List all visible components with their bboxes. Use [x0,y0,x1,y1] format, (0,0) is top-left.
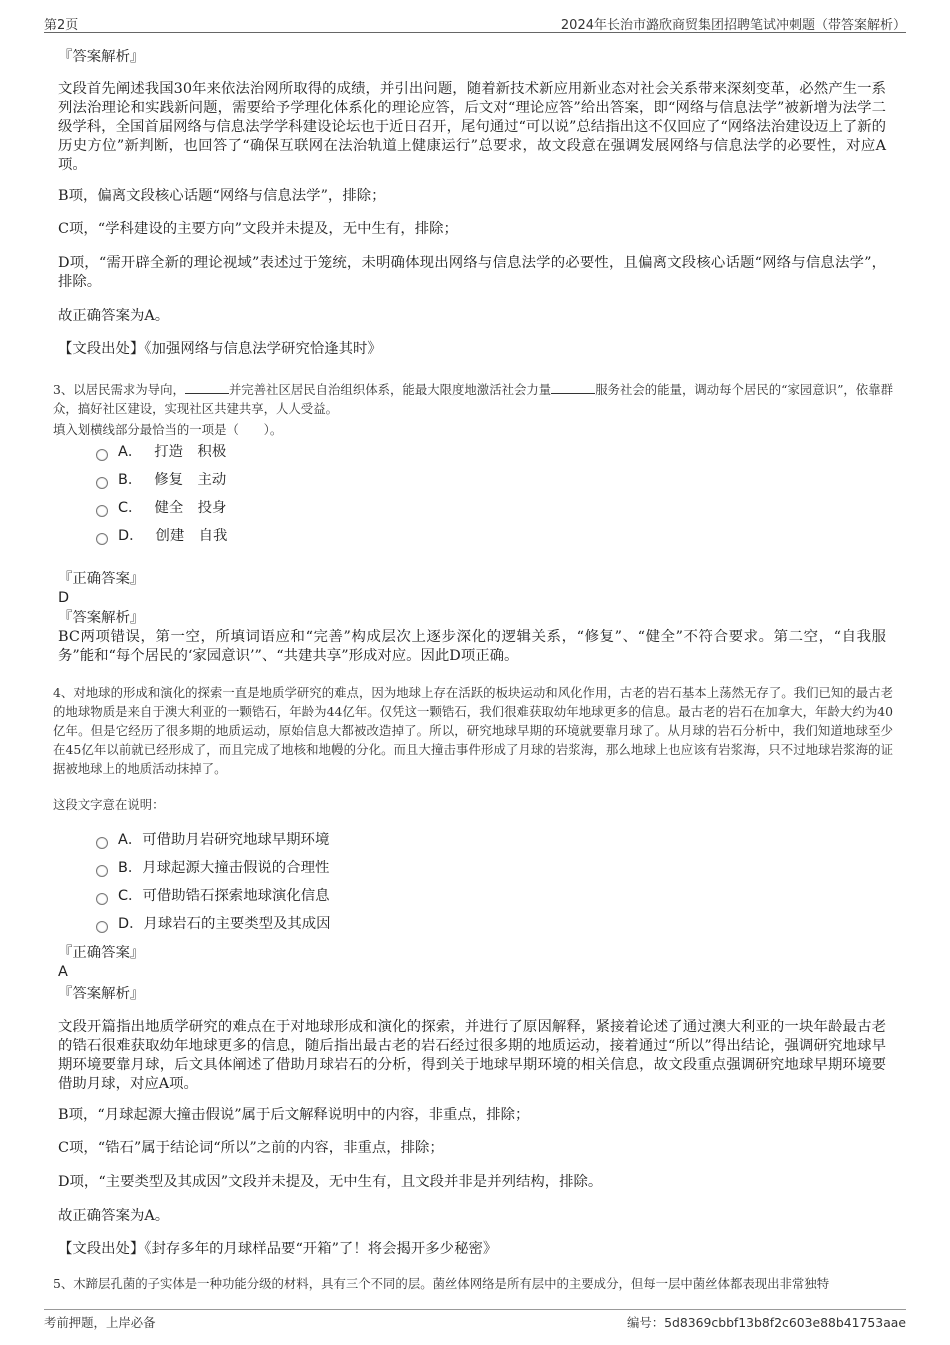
radio-icon[interactable] [96,449,108,461]
q4-correct-label: 『正确答案』 [58,945,145,961]
q4-stem: 4、对地球的形成和演化的探索一直是地质学研究的难点，因为地球上存在活跃的板块运动和风化作用，古老的岩石基本上荡然无存了。我们已知的最古老的地球物质是来自于澳大利亚的一颗锆石，年龄为44亿年。仅凭这一颗锆石，我们很难获取幼年地球更多的信息。最古老的岩石在加拿大，年龄大约为40亿年。但是它经历了很多期的地质运动，原始信息大都被改造掉了。所以，研究地球早期的环境就要靠月球了。从月球的岩石分析中，我们知道地球至少在45亿年以前就已经形成了，而且完成了地核和地幔的分化。而且大撞击事件形成了月球的岩浆海，那么地球上也应该有岩浆海，只不过地球岩浆海的证据被地球上的地质活动抹掉了。 [53,685,893,776]
q2-analysis-option-b: B项，偏离文段核心话题“网络与信息法学”，排除； [58,188,386,204]
header-divider [44,32,906,33]
q3-prompt: 填入划横线部分最恰当的一项是（ ）。 [53,422,283,437]
q2-source: 【文段出处】《加强网络与信息法学研究恰逢其时》 [58,341,382,357]
q3-blank-2 [551,381,595,394]
q4-analysis-label: 『答案解析』 [58,986,145,1002]
q4-conclusion: 故正确答案为A。 [58,1208,170,1224]
q5-stem: 5、木蹄层孔菌的子实体是一种功能分级的材料，具有三个不同的层。菌丝体网络是所有层中的主要成分，但每一层中菌丝体都表现出非常独特 [53,1276,830,1291]
q3-correct-answer: D [58,590,70,606]
radio-icon[interactable] [96,865,108,877]
q4-option-c[interactable]: C． 可借助锆石探索地球演化信息 [96,886,330,906]
q3-option-a[interactable]: A． 打造 积极 [96,442,226,462]
q3-option-d[interactable]: D． 创建 自我 [96,526,227,546]
q3-stem-part2: 并完善社区居民自治组织体系，能最大限度地激活社会力量 [228,382,552,397]
q3-stem [53,380,893,418]
q4-correct-answer: A [58,964,68,980]
q2-analysis-option-c: C项，“学科建设的主要方向”文段并未提及，无中生有，排除； [58,221,458,237]
q3-option-b[interactable]: B． 修复 主动 [96,470,226,490]
q4-option-d[interactable]: D． 月球岩石的主要类型及其成因 [96,914,331,934]
q3-analysis-label: 『答案解析』 [58,610,145,626]
radio-icon[interactable] [96,505,108,517]
q4-analysis-option-c: C项，“锆石”属于结论词“所以”之前的内容，非重点，排除； [58,1140,444,1156]
q4-option-a[interactable]: A． 可借助月岩研究地球早期环境 [96,830,329,850]
q2-analysis-option-d: D项，“需开辟全新的理论视域”表述过于笼统，未明确体现出网络与信息法学的必要性，且偏离文段核心话题“网络与信息法学”，排除。 [58,255,886,290]
q3-option-c[interactable]: C． 健全 投身 [96,498,226,518]
document-id-label: 编号： [626,1315,665,1330]
document-id-code: 5d8369cbbf13b8f2c603e88b41753aae [664,1315,906,1330]
footer-divider [44,1309,906,1310]
q2-analysis-label: 『答案解析』 [58,49,145,65]
q2-conclusion: 故正确答案为A。 [58,308,170,324]
q4-option-b[interactable]: B． 月球起源大撞击假说的合理性 [96,858,329,878]
q3-stem-part1: 3、以居民需求为导向， [53,382,185,397]
document-title: 2024年长治市潞欣商贸集团招聘笔试冲刺题（带答案解析） [560,18,906,33]
radio-icon[interactable] [96,533,108,545]
q3-blank-1 [185,381,229,394]
q3-correct-label: 『正确答案』 [58,571,145,587]
q3-stem-part3: 服务社会的能量，调动每个居民的“家园意识”，依靠群众，搞好社区建设，实现社区共建共享，人人受益。 [53,382,893,416]
radio-icon[interactable] [96,477,108,489]
footer-slogan: 考前押题，上岸必备 [44,1315,156,1330]
document-id [627,1313,906,1331]
q2-analysis-paragraph: 文段首先阐述我国30年来依法治网所取得的成绩，并引出问题，随着新技术新应用新业态对社会关系带来深刻变革，必然产生一系列法治理论和实践新问题，需要给予学理化体系化的理论应答，后文对“理论应答”给出答案，即“网络与信息法学”被新增为法学二级学科，全国首届网络与信息法学学科建设论坛也于近日召开，尾句通过“可以说”总结指出这不仅回应了“网络法治建设迈上了新的历史方位”新判断，也回答了“确保互联网在法治轨道上健康运行”总要求，故文段意在强调发展网络与信息法学的必要性，对应A项。 [58,81,886,173]
q4-prompt: 这段文字意在说明： [53,797,165,812]
radio-icon[interactable] [96,837,108,849]
q4-analysis-option-d: D项，“主要类型及其成因”文段并未提及，无中生有，且文段并非是并列结构，排除。 [58,1174,603,1190]
q3-analysis: BC两项错误，第一空，所填词语应和“完善”构成层次上逐步深化的逻辑关系，“修复”、“健全”不符合要求。第二空，“自我服务”能和“每个居民的‘家园意识’”、“共建共享”形成对应。因此D项正确。 [58,629,886,664]
q4-analysis-paragraph: 文段开篇指出地质学研究的难点在于对地球形成和演化的探索，并进行了原因解释，紧接着论述了通过澳大利亚的一块年龄最古老的锆石很难获取幼年地球更多的信息，随后指出最古老的岩石经过很多期的地质运动，接着通过“所以”得出结论，强调研究地球早期环境要靠月球，后文具体阐述了借助月球岩石的分析，得到关于地球早期环境的相关信息，故文段重点强调研究地球早期环境要借助月球，对应A项。 [58,1019,886,1092]
q4-source: 【文段出处】《封存多年的月球样品要“开箱”了！将会揭开多少秘密》 [58,1241,498,1257]
q4-analysis-option-b: B项，“月球起源大撞击假说”属于后文解释说明中的内容，非重点，排除； [58,1107,530,1123]
radio-icon[interactable] [96,921,108,933]
radio-icon[interactable] [96,893,108,905]
page-number: 第2页 [44,18,79,33]
